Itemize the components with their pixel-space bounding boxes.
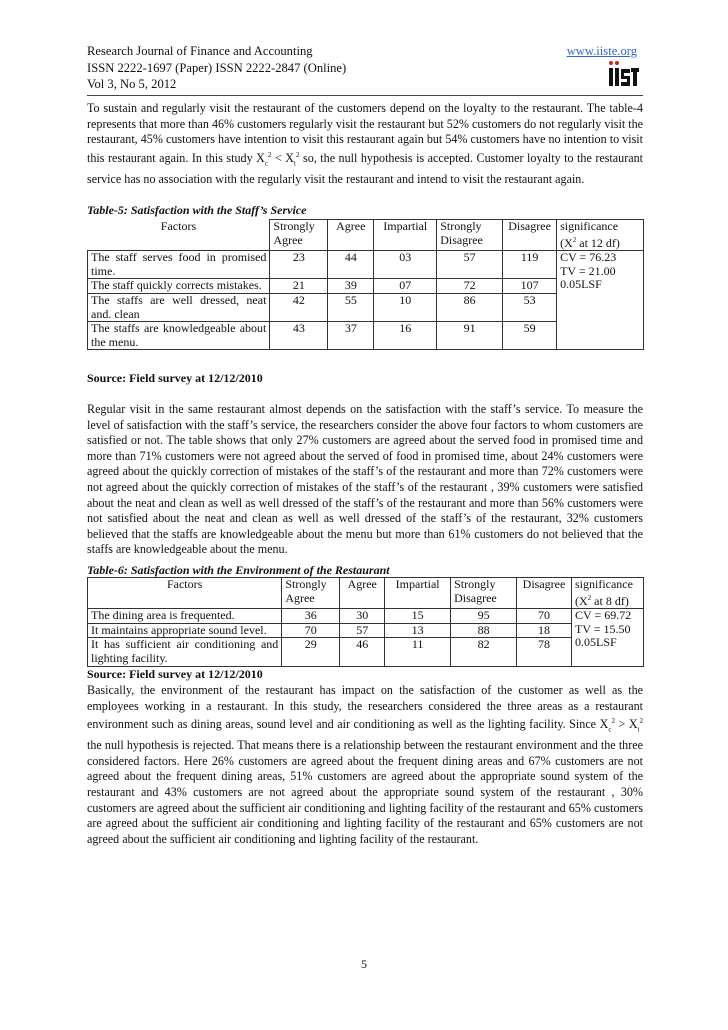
table6-head-agree: Agree [340,578,385,609]
para1-sup-2b: 2 [296,150,300,159]
table6-cell: 13 [385,623,451,638]
table6-cv: CV = 69.72 [574,608,632,623]
table5-cell: 86 [437,293,503,321]
table6-cell: 70 [282,623,340,638]
table6 [87,577,644,667]
table-row [88,638,644,666]
table5-factor: The staff serves food in promised time. [88,251,270,279]
table-row [88,623,644,638]
table6-factor: It maintains appropriate sound level. [88,623,282,638]
table6-cell: 82 [451,638,517,666]
table6-head-strongly-disagree: Strongly Disagree [451,578,517,609]
table5-caption: Table-5: Satisfaction with the Staff’s Service [87,203,307,217]
table5-tv: TV = 21.00 [560,263,616,278]
table5-significance-values [557,251,644,350]
table5-cell: 44 [328,251,374,279]
table6-cell: 46 [340,638,385,666]
para1-sup-2a: 2 [267,150,272,159]
table5-factor: The staff quickly corrects mistakes. [88,279,270,294]
table5-lsf: 0.05LSF [560,277,602,292]
table6-head-impartial: Impartial [385,578,451,609]
paragraph-loyalty [87,101,643,187]
para3-text-a: Basically, the environment of the restaurant has impact on the satisfaction of the customer as well as the employees working in a restaurant. In this study, the researchers considered the three areas as a restaurant environment such as dining areas, sound level and air conditioning as well as the lighting facility. Since X [87,683,643,732]
table6-head-strongly-agree: Strongly Agree [282,578,340,609]
table6-cell: 88 [451,623,517,638]
table5-factor: The staffs are knowledgeable about the menu. [88,322,270,350]
table-row [88,251,644,279]
para1-sub-t: t [294,159,296,168]
table5-cell: 53 [503,293,557,321]
iiste-logo [608,59,640,87]
table5-cell: 39 [328,279,374,294]
table5-cell: 59 [503,322,557,350]
table6-caption: Table-6: Satisfaction with the Environment of the Restaurant [87,563,390,577]
table5-cell: 23 [270,251,328,279]
table5-cell: 107 [503,279,557,294]
table5 [87,219,644,350]
table6-cell: 78 [517,638,572,666]
table6-head-disagree: Disagree [517,578,572,609]
table5-head-strongly-disagree: Strongly Disagree [437,220,503,251]
table5-sig-df: at 12 df) [576,235,620,250]
para3-sub-t: t [637,725,640,734]
table6-cell: 95 [451,609,517,624]
table5-cell: 10 [374,293,437,321]
para3-sup-2a: 2 [611,717,615,726]
table6-factor: The dining area is frequented. [88,609,282,624]
paragraph-staff-service: Regular visit in the same restaurant almost depends on the satisfaction with the staff’s service. To measure the level of satisfaction with the staff’s service, the researchers consider the above four factors to whom customers are satisfied or not. The table shows that only 27% customers are agreed about the served food in promised time and more than 71% customers were not agreed about the served of food in promised time, about 24% customers were agreed about the quickly correction of mistakes of the staff’s of the restaurant and more than 72% customers were not agreed about the quickly correction of mistakes of the staff’s of the restaurant , 39% customers were satisfied about the neat and clean as well as well dressed of the staff’s of the restaurant and more than 56% customers were not satisfied about the neat and clean as well as well dressed of the staff’s of the restaurant, 32% customers believed that the staffs are knowledgeable about the menu but more than 61% customers do not believed that the staffs are knowledgeable about the menu. [87,402,643,557]
para1-sub-c: c [264,159,268,168]
journal-title: Research Journal of Finance and Accounting [87,44,313,58]
table5-factor: The staffs are well dressed, neat and. clean [88,293,270,321]
table5-sig-sup: 2 [572,235,577,244]
table5-head-agree: Agree [328,220,374,251]
table6-cell: 11 [385,638,451,666]
table6-cell: 15 [385,609,451,624]
table6-tv: TV = 15.50 [574,621,631,636]
table6-cell: 30 [340,609,385,624]
table5-cell: 37 [328,322,374,350]
table5-head-strongly-agree: Strongly Agree [270,220,328,251]
table6-cell: 29 [282,638,340,666]
para3-sup-2b: 2 [639,717,644,726]
table6-source: Source: Field survey at 12/12/2010 [87,667,263,681]
table5-cell: 42 [270,293,328,321]
table5-cell: 07 [374,279,437,294]
table5-cell: 91 [437,322,503,350]
table6-head-significance [571,578,643,609]
journal-volume: Vol 3, No 5, 2012 [87,77,177,91]
table6-cell: 57 [340,623,385,638]
table5-cell: 43 [270,322,328,350]
table6-header-row [88,578,644,609]
table-row [88,609,644,624]
table5-cell: 21 [270,279,328,294]
table6-sig-x: (X [574,593,588,608]
table5-head-impartial: Impartial [374,220,437,251]
page-number: 5 [361,957,367,971]
table5-source: Source: Field survey at 12/12/2010 [87,371,263,385]
table6-cell: 70 [517,609,572,624]
table5-cell: 55 [328,293,374,321]
header-divider [87,95,643,96]
table5-header-row [88,220,644,251]
table5-cell: 16 [374,322,437,350]
para3-text-b: > X [614,717,638,732]
table6-sig-sup: 2 [587,593,592,602]
para1-text-a: To sustain and regularly visit the restaurant of the customers depend on the loyalty to the restaurant. The table-4 represents that more than 46% customers regularly visit the restaurant but 52% customers do not regularly visit the restaurant, 45% customers have intention to visit this restaurant again but 54% customers have no intention to visit this restaurant again. In this study X [87,101,643,165]
table5-sig-label: significance [560,219,619,233]
table6-significance-values [571,609,643,666]
para1-text-c: so, the null hypothesis is accepted. Customer loyalty to the restaurant service has no association with the regularly visit the restaurant and intend to visit the restaurant again. [87,150,643,186]
table5-cv: CV = 76.23 [560,250,617,265]
table6-sig-label: significance [574,577,633,591]
table5-sig-x: (X [560,235,573,250]
table5-cell: 119 [503,251,557,279]
table6-factor: It has sufficient air conditioning and lighting facility. [88,638,282,666]
table5-head-significance [557,220,644,251]
journal-url-link[interactable]: www.iiste.org [566,44,637,58]
table5-head-factors: Factors [88,220,270,251]
table5-cell: 72 [437,279,503,294]
table6-cell: 18 [517,623,572,638]
journal-issn: ISSN 2222-1697 (Paper) ISSN 2222-2847 (Online) [87,60,347,75]
para3-text-c: the null hypothesis is rejected. That means there is a relationship between the restaurant environment and the three considered factors. Here 26% customers are agreed about the frequent dining areas and 67% customers are not agreed about the frequent dining areas, 51% customers are agreed about the appropriate sound system of the restaurant and 43% customers are not agreed about the appropriate sound system of the restaurant , 30% customers are agreed about the sufficient air conditioning and lighting facility of the restaurant and 65% customers are agreed about the sufficient air conditioning and lighting facility of the restaurant and 65% customers are not agreed about the sufficient air conditioning and lighting facility of the restaurant. [87,738,643,846]
table6-lsf: 0.05LSF [574,635,617,650]
para1-text-b: < X [271,150,295,165]
journal-header [87,43,643,93]
paragraph-environment [87,683,643,847]
table6-cell: 36 [282,609,340,624]
para3-sub-c: c [608,725,612,734]
table5-cell: 57 [437,251,503,279]
table5-head-disagree: Disagree [503,220,557,251]
table5-cell: 03 [374,251,437,279]
table6-head-factors: Factors [88,578,282,609]
table6-sig-df: at 8 df) [591,593,629,608]
